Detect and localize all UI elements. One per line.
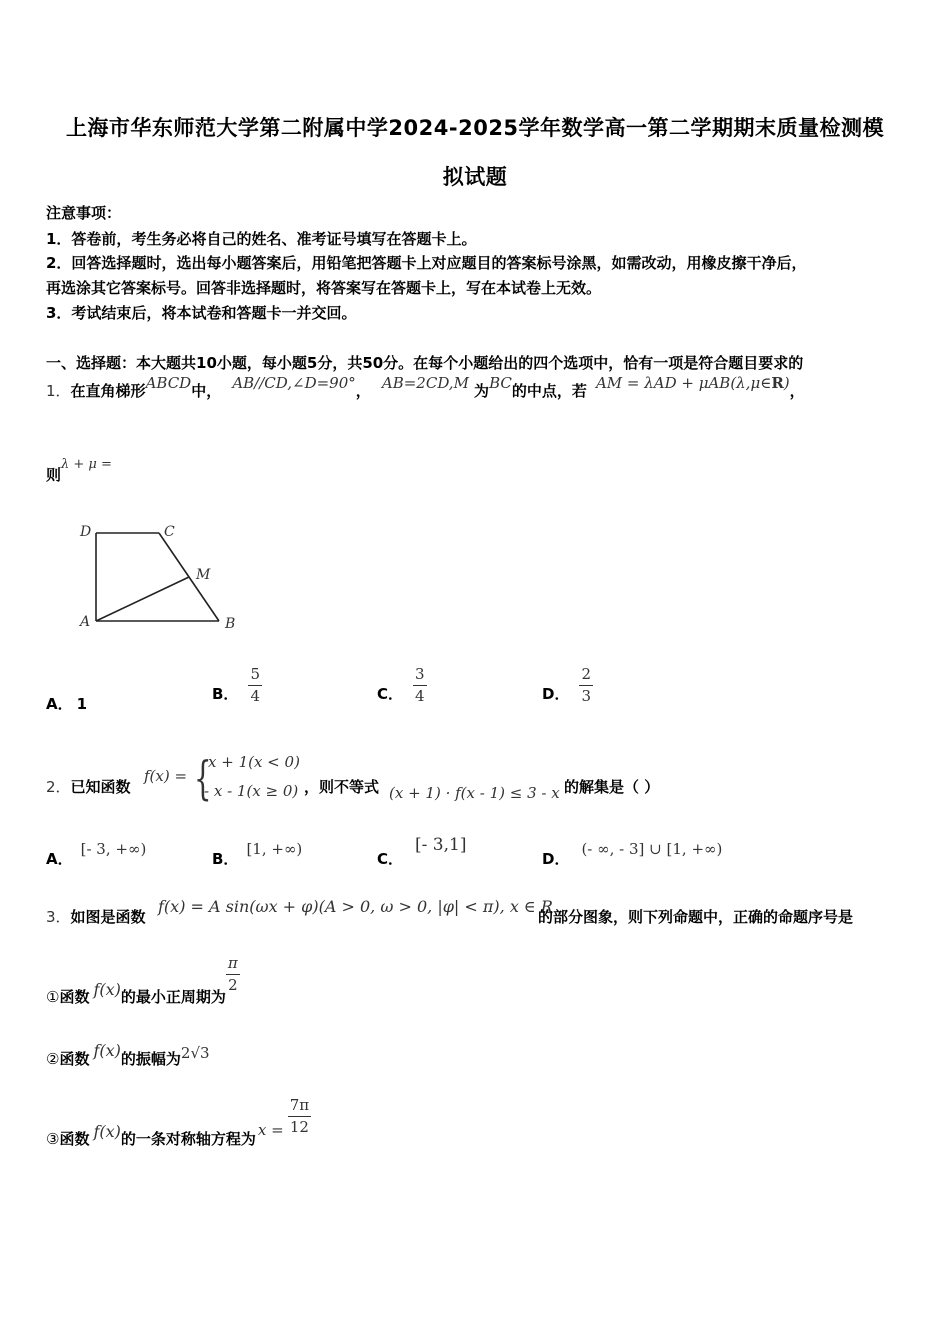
- q2-brace: {: [194, 751, 212, 805]
- q3-text: 如图是函数: [70, 908, 146, 926]
- question-number: 1．: [46, 382, 71, 400]
- q1-option-d[interactable]: [542, 666, 593, 705]
- q3-text-2: 的部分图象，则下列命题中，正确的命题序号是: [538, 908, 854, 926]
- q1-text: 中，: [191, 382, 222, 400]
- label-c: C: [164, 524, 175, 540]
- q1-math-r: R: [771, 374, 784, 392]
- notice-item-3: 3．考试结束后，将本试卷和答题卡一并交回。: [46, 304, 357, 322]
- option-label: A．: [46, 695, 73, 713]
- notice-item-2-cont: 再选涂其它答案标号。回答非选择题时，将答案写在答题卡上，写在本试卷上无效。: [46, 279, 602, 297]
- q2-case-2: - x - 1(x ≥ 0): [204, 782, 299, 800]
- option-fraction: $\frac{5}{4}$: [250, 665, 260, 705]
- statement-mark: ②: [46, 1050, 60, 1068]
- option-label: C．: [377, 685, 404, 703]
- q2-case-1: x + 1(x < 0): [208, 753, 300, 771]
- q2-option-a[interactable]: [46, 840, 147, 868]
- label-b: B: [225, 616, 236, 632]
- q1-math-ab2cd: AB=2CD,M: [381, 374, 469, 392]
- statement-value: 2√3: [180, 1044, 210, 1062]
- question-3-stem: [46, 906, 146, 927]
- q1-math-paren: ): [783, 374, 790, 392]
- statement-mark: ③: [46, 1130, 60, 1148]
- statement-text: 函数: [59, 1050, 90, 1068]
- option-value: [- 3,1]: [415, 835, 467, 855]
- q2-text-3: 的解集是（ ）: [564, 778, 660, 796]
- trapezoid-figure: [70, 515, 250, 640]
- q1-math-vector: AM = λAD + μAB(λ,μ∈: [595, 374, 772, 392]
- statement-text: 的最小正周期为: [120, 988, 226, 1006]
- q2-option-c[interactable]: [377, 835, 467, 868]
- q3-statement-3: [46, 1096, 311, 1148]
- q2-math-ineq: (x + 1) · f(x - 1) ≤ 3 - x: [389, 784, 560, 802]
- statement-fx: f(x): [93, 1122, 121, 1141]
- q2-lead: [46, 776, 131, 797]
- option-label: B．: [212, 685, 239, 703]
- statement-x: x =: [257, 1121, 284, 1139]
- q1-text: 在直角梯形: [70, 382, 146, 400]
- option-label: D．: [542, 850, 570, 868]
- q2-text-2: ，则不等式: [304, 778, 380, 796]
- option-label: C．: [377, 850, 404, 868]
- option-value: (- ∞, - 3] ∪ [1, +∞): [581, 840, 723, 858]
- notice-item-2: 2．回答选择题时，选出每小题答案后，用铅笔把答题卡上对应题目的答案标号涂黑，如需改动，用橡皮擦干净后，: [46, 254, 807, 272]
- question-number: 2．: [46, 778, 71, 796]
- option-fraction: $\frac{2}{3}$: [581, 665, 591, 705]
- option-label: D．: [542, 685, 570, 703]
- q2-option-b[interactable]: [212, 840, 303, 868]
- segment-am: [96, 577, 189, 621]
- statement-mark: ①: [46, 988, 60, 1006]
- option-label: A．: [46, 850, 73, 868]
- q1-option-a[interactable]: [46, 693, 87, 714]
- question-1-ask: [46, 452, 112, 484]
- page-title-line2: 拟试题: [442, 165, 508, 189]
- q2-math-fx: f(x) =: [144, 767, 188, 785]
- q1-text: ，: [789, 382, 805, 400]
- q1-math-abcd: ABCD: [145, 374, 192, 392]
- label-a: A: [80, 614, 91, 630]
- statement-fx: f(x): [93, 1041, 121, 1060]
- section-heading: 一、选择题：本大题共10小题，每小题5分，共50分。在每个小题给出的四个选项中，恰有一项是符合题目要求的: [46, 354, 804, 372]
- statement-text: 的一条对称轴方程为: [120, 1130, 256, 1148]
- q1-math-bc: BC: [489, 374, 512, 392]
- q1-text: ，: [355, 382, 371, 400]
- label-m: M: [196, 567, 211, 583]
- statement-text: 的振幅为: [120, 1050, 181, 1068]
- option-label: B．: [212, 850, 239, 868]
- statement-fraction: $\frac{\pi}{2}$: [227, 954, 238, 994]
- statement-text: 函数: [59, 988, 90, 1006]
- notice-heading: 注意事项：: [46, 204, 122, 222]
- page-title-line1: 上海市华东师范大学第二附属中学2024-2025学年数学高一第二学期期末质量检测模: [65, 116, 885, 140]
- q1-text: 为: [474, 382, 490, 400]
- option-fraction: $\frac{3}{4}$: [415, 665, 425, 705]
- q3-statement-2: [46, 1040, 210, 1068]
- q1-text: 则: [46, 466, 62, 484]
- q3-statement-1: [46, 954, 240, 1006]
- q1-text: 的中点，若: [511, 382, 587, 400]
- option-value: 1: [76, 695, 88, 713]
- statement-text: 函数: [59, 1130, 90, 1148]
- q1-math-sum: λ + μ =: [61, 457, 112, 472]
- option-value: [- 3, +∞): [80, 840, 147, 858]
- q1-option-c[interactable]: [377, 666, 427, 705]
- q1-math-condition: AB//CD,∠D=90°: [232, 374, 356, 392]
- label-d: D: [80, 524, 92, 540]
- statement-fx: f(x): [93, 980, 121, 999]
- q1-option-b[interactable]: [212, 666, 262, 705]
- notice-item-1: 1．答卷前，考生务必将自己的姓名、准考证号填写在答题卡上。: [46, 230, 477, 248]
- q2-option-d[interactable]: [542, 840, 723, 868]
- option-value: [1, +∞): [246, 840, 303, 858]
- question-1-stem: [46, 374, 805, 401]
- question-number: 3．: [46, 908, 71, 926]
- q3-math-function: f(x) = A sin(ωx + φ)(A > 0, ω > 0, |φ| < π), x ∈ R: [158, 897, 553, 916]
- q2-text: 已知函数: [70, 778, 131, 796]
- statement-fraction: $\frac{7\pi}{12}$: [289, 1096, 310, 1136]
